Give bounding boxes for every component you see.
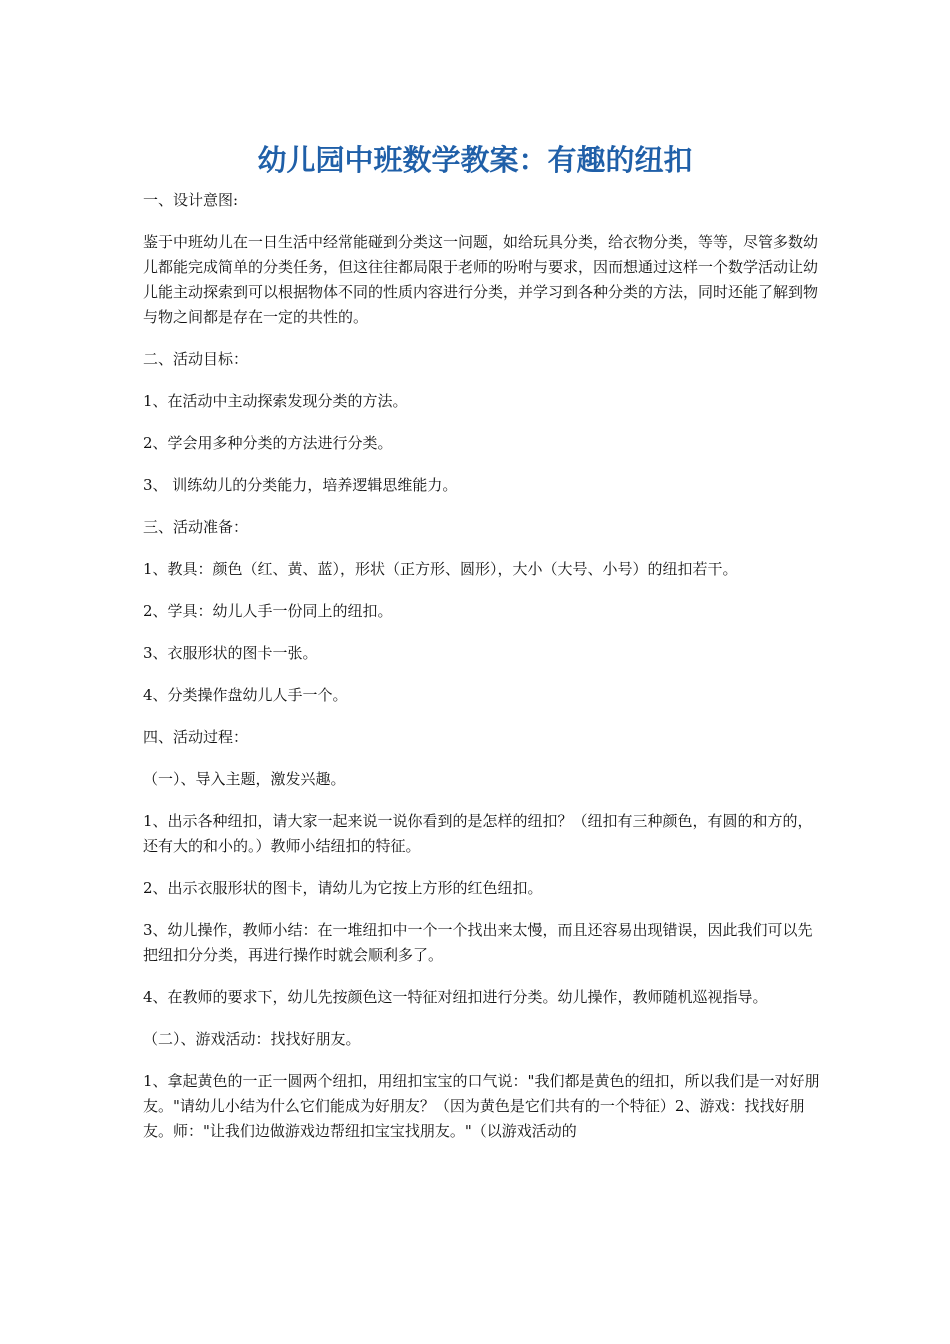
subsection-heading-2: （二）、游戏活动：找找好朋友。 [143, 1030, 361, 1048]
list-item-prep-3: 3、衣服形状的图卡一张。 [143, 644, 318, 662]
list-item-process-2: 2、出示衣服形状的图卡，请幼儿为它按上方形的红色纽扣。 [143, 879, 543, 897]
list-item-prep-2: 2、学具：幼儿人手一份同上的纽扣。 [143, 602, 393, 620]
list-item-goal-2: 2、学会用多种分类的方法进行分类。 [143, 434, 393, 452]
document-body [143, 188, 823, 1161]
section-heading-goals: 二、活动目标： [143, 350, 249, 368]
section-heading-design-intent: 一、设计意图: [143, 191, 239, 209]
list-item-goal-3: 3、 训练幼儿的分类能力，培养逻辑思维能力。 [143, 476, 458, 494]
document-title: 幼儿园中班数学教案：有趣的纽扣 [257, 143, 693, 177]
paragraph-design-intent: 鉴于中班幼儿在一日生活中经常能碰到分类这一问题，如给玩具分类，给衣物分类，等等，尽管多数幼儿都能完成简单的分类任务，但这往往都局限于老师的吩咐与要求，因而想通过这样一个数学活动让幼儿能主动探索到可以根据物体不同的性质内容进行分类，并学习到各种分类的方法，同时还能了解到物与物之间都是存在一定的共性的。 [143, 233, 819, 326]
list-item-prep-1: 1、教具：颜色（红、黄、蓝），形状（正方形、圆形），大小（大号、小号）的纽扣若干。 [143, 560, 738, 578]
section-heading-preparation: 三、活动准备： [143, 518, 249, 536]
subsection-heading-1: （一）、导入主题，激发兴趣。 [143, 770, 346, 788]
section-heading-process: 四、活动过程： [143, 728, 249, 746]
list-item-game-1: 1、拿起黄色的一正一圆两个纽扣，用纽扣宝宝的口气说："我们都是黄色的纽扣，所以我们是一对好朋友。"请幼儿小结为什么它们能成为好朋友？（因为黄色是它们共有的一个特征）2、游戏：找找好朋友。师："让我们边做游戏边帮纽扣宝宝找朋友。"（以游戏活动的 [143, 1072, 820, 1140]
list-item-process-1: 1、出示各种纽扣，请大家一起来说一说你看到的是怎样的纽扣？（纽扣有三种颜色，有圆的和方的，还有大的和小的。）教师小结纽扣的特征。 [143, 812, 813, 855]
list-item-goal-1: 1、在活动中主动探索发现分类的方法。 [143, 392, 408, 410]
list-item-prep-4: 4、分类操作盘幼儿人手一个。 [143, 686, 348, 704]
list-item-process-4: 4、在教师的要求下，幼儿先按颜色这一特征对纽扣进行分类。幼儿操作，教师随机巡视指导。 [143, 988, 768, 1006]
list-item-process-3: 3、幼儿操作，教师小结：在一堆纽扣中一个一个找出来太慢，而且还容易出现错误，因此我们可以先把纽扣分分类，再进行操作时就会顺利多了。 [143, 921, 813, 964]
